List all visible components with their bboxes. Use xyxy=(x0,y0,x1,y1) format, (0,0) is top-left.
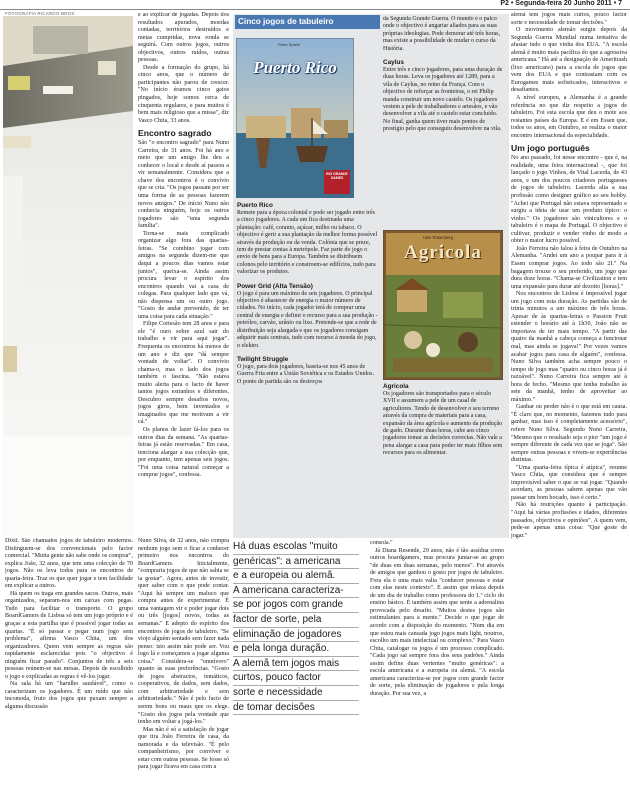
pull-quote-line: curtos, pouco factor xyxy=(233,671,359,686)
pull-quote-line: sorte e necessidade xyxy=(233,686,359,701)
paragraph: Mas não é só a satisfação de jogar que tira João Ferreira de casa, da namorada e da televisão. "É pelo companheirismo, por conviver e estar com outras pessoas. Se fosse só para jogar ficava em casa com a xyxy=(138,726,229,771)
paragraph: O movimento alemão surgiu depois da Segunda Guerra Mundial numa tentativa de afastar tudo o que vinha dos EUA. "A escola alemã é muito mais pacífica do que a agressiva americana." Há até a designação de Ameritrash (lixo americano) para a escola de jogos que vem dos EUA e que contrastam com os Eurogames mais sofisticados, interactivos e desafiantes. xyxy=(511,27,627,94)
paragraph: Desde a formação do grupo, há cinco anos, que o número de participantes não parou de crescer. "No início éramos cinco gatos pingados, hoje somos cerca de cinquenta regulares, e para muitos é bem mais religioso que a missa", diz Vasco Chita, 33 anos. xyxy=(138,64,229,124)
paragraph: Há quem os traga em grandes sacos. Outros, mais organizados, separam-nos em caixas com pegas. Tudo para facilitar o transporte. O grupo BoardGamers de Lisboa só tem um jogo próprio e é graças a esta partilha que é possível jogar todas as quartas. "É só passar e pegar num jogo sem problema", afirma Vasco Chita, um dos organizadores. Quem vem sempre as regras são rapidamente esclarecidas pois "o objectivo é ninguém ficar parado". Conjuntos de três a seis pessoas reúnem-se nas mesas. Depois de escolhido o jogo e explicadas as regras é vê-los jogar. xyxy=(5,590,133,680)
paragraph: Na sala há um "barulho saudável", como o caracterizam os jogadores. É um ruído que não incomoda, fruto dos jogos que puxam sempre a alguma discussão xyxy=(5,681,133,711)
article-photo xyxy=(3,16,133,536)
pull-quote-line: factor de sorte, pela xyxy=(233,613,359,628)
pull-quote-line: se por jogos com grande xyxy=(233,598,359,613)
paragraph: "Uma quarta-feira típica é atípica", resume Vasco Chita, que considera que é sempre imprevisível saber o que se vai jogar. "Quando acordam, as pessoas sabem apenas que vão passar um bom bocado, isso é certo." xyxy=(511,464,627,501)
pull-quote-line: de tomar decisões xyxy=(233,701,359,716)
game-title: Puerto Rico xyxy=(237,202,273,209)
pull-quote-line: A alemã tem jogos mais xyxy=(233,657,359,672)
page-header xyxy=(0,0,630,10)
pull-quote-line: e pela longa duração. xyxy=(233,642,359,657)
game-description: Remete para a época colonial e pode ser jogado entre três a cinco jogadores. A cada um fica destinada uma plantação: café, coranto, açúcar, milho ou tabaco. O objectivo é gerir a sua plantação da melhor forma possível através da produção ou da venda. Colónia que se preze, tem de prestar contas à metrópole. Faz parte do jogo o envio de bens para a Europa. Também se distribuem colonos pelo território e constroem-se edifícios, tudo para valorizar os produtos. xyxy=(237,210,378,276)
pull-quote-line: Há duas escolas "muito xyxy=(233,540,359,555)
cover-title: Puerto Rico xyxy=(253,58,337,77)
cover-badge: RIO GRANDE GAMES xyxy=(326,172,348,180)
puerto-rico-box-image xyxy=(236,38,354,198)
article-column-1 xyxy=(5,538,133,798)
article-column-5 xyxy=(511,12,627,798)
cover-title: Agricola xyxy=(404,242,482,263)
article-column-3-visible-output xyxy=(138,538,229,798)
paragraph: Dixit. São chamados jogos de tabuleiro modernos. Distinguem-se dos convencionais pelo factor comercial. "Muita gente não sabe onde os comprar", explica João, 32 anos, que tem uma colecção de 70 jogos. Não os leva todos para os encontros de quarta-feira. Traz os que quer jogar e tem facilidade em explicar a outros. xyxy=(5,538,133,590)
article-column-4 xyxy=(370,540,504,798)
game-title: Power Grid (Alta Tensão) xyxy=(237,282,313,290)
cover-publisher: Uwe Rosenberg xyxy=(423,235,454,240)
sidebar-title: Cinco jogos de tabuleiro xyxy=(235,15,380,29)
game-description: O jogo, para dois jogadores, baseia-se nos 45 anos de Guerra Fria entre a União Soviética e os Estados Unidos. O ponto de partida são os destroços xyxy=(237,363,374,385)
pull-quote-line: e a europeia ou alemã. xyxy=(233,569,359,584)
article-column-3-final-visible xyxy=(233,706,359,798)
paragraph: e ao explicar de jogadas. Depois dos resultados apurados, moedas contadas, territórios destruídos e metas cumpridas, nova ronda se seguirá. Com outros jogos, outros objectivos, outros ruídos, outras pessoas. xyxy=(138,12,229,64)
pull-quote-line: eliminação de jogadores xyxy=(233,628,359,643)
page-info: P2 • Segunda-feira 20 Junho 2011 • 7 xyxy=(500,0,622,7)
game-title: Twilight Struggle xyxy=(237,355,289,363)
agricola-box-image xyxy=(383,230,503,380)
paragraph: João Ferreira não falou à feira de Outubro na Alemanha. "Andei um ano a poupar para ir à Essen comprar jogos. Ao todo são 2I." Na bagagem trouxe o seu preferido, um jogo que dura doze horas. "Chama-se Civilization e tem uma expansão para durar até dezoito [horas]." xyxy=(511,245,627,290)
paragraph: Os planos de lazer fá-los para os outros dias da semana. "As quartas-feiras já estão reservadas." Em casa, tenciona alargar a sua colecção que, por enquanto, tem apenas seis jogos. "Foi uma coisa natural começar a comprar jogos", confessa. xyxy=(138,426,229,479)
paragraph: A nível europeu, a Alemanha é a grande referência no que diz respeito a jogos de tabuleiro. Foi esta escola que deu o mote aos restantes países da Europa. E é em Essen que, todos os anos, em Outubro, se realiza o maior encontro internacional da especialidade. xyxy=(511,95,627,139)
cover-publisher: Rebe Spiele xyxy=(278,42,300,47)
subheading: Encontro sagrado xyxy=(138,128,212,139)
paragraph: Filipe Cortesão tem 28 anos e para ele "é ouro sobre azul sair do trabalho e vir para aqui jogar". Frequenta os encontros há menos de um ano e diz que "dá sempre vontade de voltar". O convívio chama-o, mas o lado dos jogos também o fascina. "Não estava muito alerta para o facto de haver tantos jogos estranhos e diferentes. Descubro sempre desafios novos, jogos giros, bem inventados e imaginados que me motivam a vir cá." xyxy=(138,321,229,426)
paragraph: consola." xyxy=(370,540,393,546)
paragraph: Não há restrições quanto à participação. "Aqui há várias profissões e idades, diferentes passados, objectivos e opiniões". A quem vem, pede-se apenas uma coisa: "Que goste de jogar." xyxy=(511,502,627,539)
pull-quote xyxy=(233,540,359,715)
sidebar-column-right-top xyxy=(383,16,505,226)
paragraph: Nuno Silva, de 32 anos, não compra nenhum jogo sem o ficar a conhecer primeiro nos encontros do BoardGamers. Inicialmente, "compraria jogos de que não sabia se ia gostar". Agora, antes de investir, quer saber com o que pode contar. "Aqui há sempre um maluco que compra antes de experimentar. É uma vantagem vir e poder jogar dois ou três [jogos] novos, todas as semanas." E adepto do espírito dos encontros de jogos de tabuleiro. "Se viojo alguém sentado sem fazer nada penso: isto assim não pode ser. Vou logo lá e começamos a jogar alguma coisa." Considera-se "omnívoro" quanto às suas preferências. "Gosto de jogos abstractos, temáticos, cooperativos, de dados, sem dados, com arbitrariedade e sem arbitrariedade." Não é pelo facto de serem bons ou maus que os elege. "Gosto dos jogos pela vontade que tenho em voltar a jogá-los." xyxy=(138,538,229,726)
paragraph: São "o encontro sagrado" para Nuno Carreira, de 31 anos. Foi há ano e meio que um amigo lhe deu a conhecer o local e desde aí passou a vir semanalmente. Considera que a chave dos encontros é o convívio que se cria. "Os jogos passam por ser uma forma de as pessoas fazerem novos amigos." De início Nuno não conhecia ninguém, hoje os outros jogadores são "uma segunda família". xyxy=(138,140,229,230)
paragraph: Ganhar ou perder não é o que está em causa. "É claro que, no momento, fazemos tudo para ganhar, mas isso é completamente acessório", refere Nuno Silva. Segundo Nuno Carreira, "Mesmo que o resultado seja o pior "um jogo é sempre diferente de cada vez que se joga". São sempre outras pessoas e vivem-se experiências distintas. xyxy=(511,404,627,464)
game-title: Caylus xyxy=(383,59,404,67)
paragraph: No ano passado, foi nesse encontro - que é, na realidade, uma feira internacional -, que foi lançado o jogo Vinhos, de Vital Lacerda, de 43 anos, e um dos poucos criadores portugueses de jogos de tabuleiro. Lacerda alia a sua profissão como designer gráfico ao seu hobby. "Achei que Portugal não estava representado e surgiu a ideia de usar um produto típico: o vinho." Os jogadores são vinicultores e o tabuleiro é o mapa de Portugal. O objectivo é cultivar, produzir e vender vinho de modo a obter o maior lucro possível. xyxy=(511,155,627,245)
photo-credit: FOTOGRAFIA RICARDO BROS xyxy=(5,11,75,16)
game-title: Agricola xyxy=(383,383,409,390)
paragraph: Torna-se mais complicado organizar algo fora das quartas-feiras. "Se combino jogar com amigos na segunda dizem-me que daqui a poucos dias vamos estar juntos", queixa-se. Ainda assim procura levar o espírito dos encontros quando vai a casa de colegas. Para qualquer lado que vá, não dispensa um ou outro jogo. "Gosto de andar prevenido, de ter uma coisa para cada situação." xyxy=(138,230,229,320)
pull-quote-line: A americana caracteriza- xyxy=(233,584,359,599)
header-rule xyxy=(0,9,630,10)
sidebar-column-right-bottom xyxy=(383,383,505,535)
pull-quote-line: genéricas": a americana xyxy=(233,555,359,570)
paragraph: Já Diana Resende, 29 anos, não é tão assídua como outros boardgamers, mas procura juntar-se ao grupo "de duas em duas semanas, pelo menos". Foi através de amigos que ganhou o gosto por jogos de tabuleiro. Fora ela é uma mais valia "conhecer pessoas e estar com elas neste contexto". E assim que relaxa depois de um dia de trabalho como professora do 1.º ciclo do ensino básico. É também assim que sente a adrenalina provocada pelo desafio. "Muitos destes jogos são estimulantes para a mente." Decide o que jogar de acordo com a disposição do momento. "Num dia em que estou mais cansada jogo jogos mais light, noutros, escolho um mais intelectual ou complexo." Para Vasco Chita, catalogar os jogos é um processo complicado. "Cada jogo sai sempre fora dos seus padrões." Ainda assim define duas vertentes "muito genéricas": a escola americana e a europeia ou alemã. "A escola americana caracteriza-se por jogos com grande factor de sorte, pela eliminação de jogadores e pela longa duração. Por sua vez, a xyxy=(370,547,504,697)
game-description: O jogo é para um máximo de seis jogadores. O principal objectivo é abastecer de energia o maior número de cidades. No início, cada jogador terá de comprar uma central de energia e definir o recurso para a sua produção - petróleo, carvão, urânio ou lixo. Pretende-se que a rede de distribuição seja alargada e que os jogadores consigam adquirir mais centrais, tudo com recurso à moeda do jogo, o elektro. xyxy=(237,290,378,349)
game-description: Os jogadores são transportados para o século XVII e assumem a pele de um casal de agricultores. Tendo de desenvolver o seu terreno através da compra de materiais para a casa, expansão da área agrícola e aumento da produção de gado. Durante duas horas, cabe aos cinco jogadores tomar as decisões correctas. Não vale a pena alargar a casa para poder ter mais filhos sem recursos para os alimentar. xyxy=(383,391,503,457)
subheading: Um jogo português xyxy=(511,143,590,154)
paragraph: alemã tem jogos mais curtos, pouco factor sorte e necessidade de tomar decisões." xyxy=(511,12,627,26)
paragraph: Nos encontros de Lisboa é impossível jogar um jogo com esta duração. As partidas são de trinta minutos a um máximo de três horas. Apesar de às quartas-feiras o Passion Fruit estender o horário até à 1h30, João não se importava de ter mais tempo. "A partir das quatro da manhã a cabeça começa a funcionar mal, mas ainda se jogava!" Por vezes vamos acabar jogos para casa de alguém", confessa. Nuno Silva também acha sempre pouco o tempo de jogo mas "quatro ou cinco horas já é razoável". Nuno Carreira fica sempre até à hora de fecho. "Mesmo que tenha trabalho às sete da manhã, tenho de aproveitar ao máximo." xyxy=(511,291,627,403)
sidebar-column-left xyxy=(237,202,378,536)
game-description: da Segunda Grande Guerra. O mundo é o palco onde o objectivo é angariar aliados para as suas próprias ideologias. Pode demorar até três horas, mas existe a possibilidade de mudar o curso da História. xyxy=(383,16,500,52)
game-description: Entre três e cinco jogadores, para uma duração de duas horas. Leva os jogadores até 1289, para a vila de Caylus, no reino da França. Com o objectivo de reforçar as fronteiras, o rei Philip manda construir um novo castelo. Os jogadores vestem a pele de trabalhadores e artesãos, e vão desenvolver a vila até o castelo estar concluído. No final, ganha quem tiver mais pontos de prestígio pelo que conseguiu desenvolver na vila. xyxy=(383,67,503,133)
